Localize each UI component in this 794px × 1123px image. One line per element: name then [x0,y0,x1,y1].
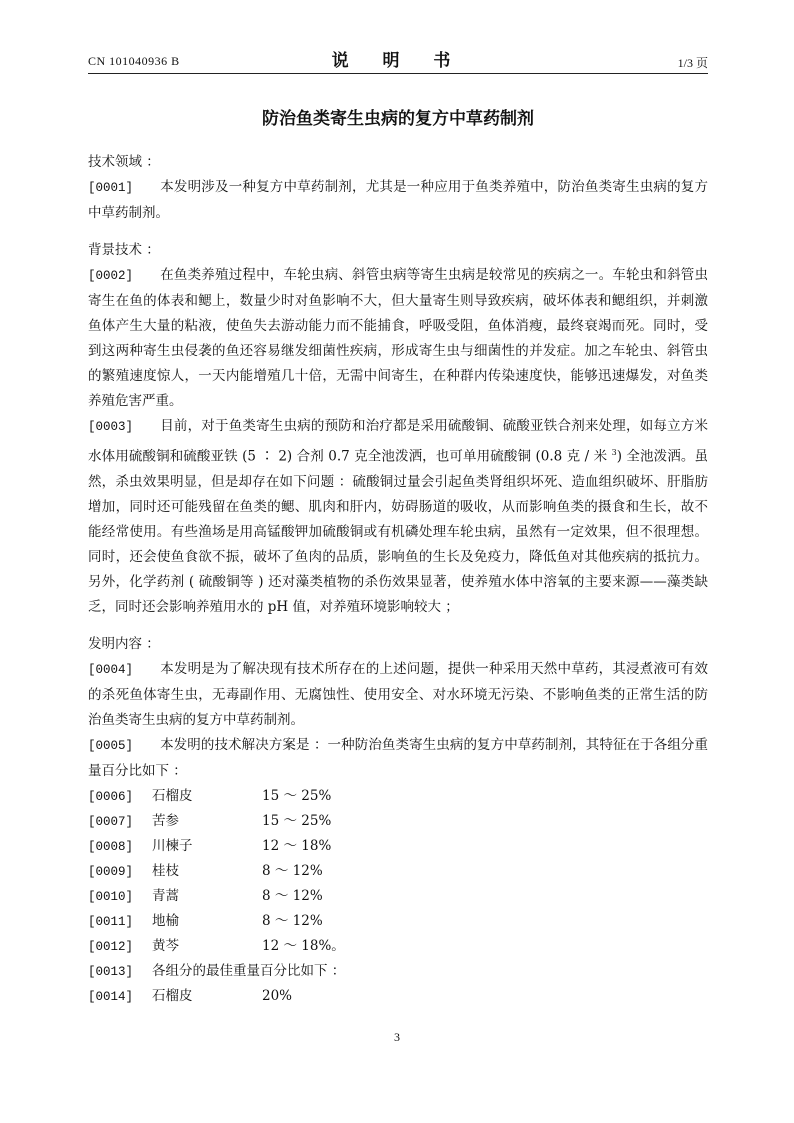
weight-percentage: 12 ～ 18% [262,837,332,854]
document-type: 说 明 书 [331,51,465,71]
composition-row [88,934,708,959]
paragraph-number: [0002] [88,269,134,283]
paragraph-text: 各组分的最佳重量百分比如下 ： [152,962,346,979]
paragraph [88,414,708,620]
paragraph [88,263,708,414]
paragraph-number: [0012] [88,939,134,954]
paragraph [88,733,708,784]
paragraph-number: [0014] [88,989,134,1004]
page-header [88,44,708,72]
paragraph-number: [0007] [88,814,134,829]
section-heading: 发明内容 ： [88,635,160,652]
paragraph-number: [0003] [88,420,134,434]
document-id: CN 101040936 B [88,54,180,68]
paragraph-number: [0009] [88,864,134,879]
herb-name: 苦参 [152,812,179,829]
herb-name: 黄芩 [152,937,179,954]
composition-row [88,959,708,984]
document-body [88,150,708,1021]
weight-percentage: 20% [262,987,293,1004]
paragraph-number: [0005] [88,738,134,753]
paragraph-text: 在鱼类养殖过程中，车轮虫病、斜管虫病等寄生虫病是较常见的疾病之一。车轮虫和斜管虫寄生在鱼的体表和鳃上，数量少时对鱼影响不大，但大量寄生则导致疾病，破坏体表和鳃组织，并刺激鱼体产生大量的粘液，使鱼失去游动能力而不能捕食，呼吸受阻，鱼体消瘦，最终衰竭而死。同时，受到这两种寄生虫侵袭的鱼还容易继发细菌性疾病，形成寄生虫与细菌性的并发症。加之车轮虫、斜管虫的繁殖速度惊人，一天内能增殖几十倍，无需中间寄生，在种群内传染速度快，能够迅速爆发，对鱼类养殖危害严重。 [88,267,708,409]
paragraph [88,175,708,226]
composition-row [88,809,708,834]
page-indicator: 1/3 页 [677,56,708,70]
paragraph-text: 本发明涉及一种复方中草药制剂，尤其是一种应用于鱼类养殖中，防治鱼类寄生虫病的复方中草药制剂。 [88,179,708,221]
paragraph-number: [0004] [88,662,134,677]
weight-percentage: 8 ～ 12% [262,912,323,929]
herb-name: 青蒿 [152,887,179,904]
composition-row [88,909,708,934]
paragraph-number: [0008] [88,839,134,854]
paragraph-text: 本发明的技术解决方案是 ：一种防治鱼类寄生虫病的复方中草药制剂，其特征在于各组分重量百分比如下 ： [88,736,708,779]
paragraph-number: [0011] [88,914,134,929]
section-background [88,238,708,620]
herb-name: 桂枝 [152,862,179,879]
section-technical-field [88,150,708,226]
weight-percentage: 8 ～ 12% [262,887,323,904]
herb-name: 石榴皮 [152,987,193,1004]
weight-percentage: 15 ～ 25% [262,812,332,829]
paragraph-number: [0013] [88,964,134,979]
superscript: 3 [611,448,617,457]
weight-percentage: 15 ～ 25% [262,787,332,804]
composition-row [88,984,708,1009]
paragraph-number: [0010] [88,889,134,904]
composition-row [88,834,708,859]
weight-percentage: 8 ～ 12% [262,862,323,879]
document-title: 防治鱼类寄生虫病的复方中草药制剂 [262,109,534,129]
herb-name: 石榴皮 [152,787,193,804]
section-heading: 背景技术 ： [88,242,160,258]
header-divider [88,73,708,74]
section-heading: 技术领域 ： [88,154,160,170]
paragraph-number: [0001] [88,181,134,195]
paragraph-text: 本发明是为了解决现有技术所存在的上述问题，提供一种采用天然中草药，其浸煮液可有效的杀死鱼体寄生虫，无毒副作用、无腐蚀性、使用安全、对水环境无污染、不影响鱼类的正常生活的防治鱼类寄生虫病的复方中草药制剂。 [88,660,708,728]
paragraph-text: 目前，对于鱼类寄生虫病的预防和治疗都是采用硫酸铜、硫酸亚铁合剂来处理，如每立方米水体用硫酸铜和硫酸亚铁 (5 ∶ 2) 合剂 0.7 克全池泼洒，也可单用硫酸铜 (0.8 克 / 米 [88,418,708,465]
composition-row [88,884,708,909]
section-invention-content [88,632,708,1009]
composition-row [88,859,708,884]
page-number: 3 [394,1030,400,1044]
paragraph-text-continued: ) 全池泼洒。虽然，杀虫效果明显，但是却存在如下问题 ：硫酸铜过量会引起鱼类肾组织坏死、造血组织破坏、肝脂肪增加，同时还可能残留在鱼类的鳃、肌肉和肝内，妨碍肠道的吸收，从而影响鱼类的摄食和生长，故不能经常使用。有些渔场是用高锰酸钾加硫酸铜或有机磷处理车轮虫病，虽然有一定效果，但不很理想。同时，还会使鱼食欲不振，破坏了鱼肉的品质，影响鱼的生长及免疫力，降低鱼对其他疾病的抵抗力。另外，化学药剂 ( 硫酸铜等 ) 还对藻类植物的杀伤效果显著，使养殖水体中溶氧的主要来源——藻类缺乏，同时还会影响养殖用水的 pH 值，对养殖环境影响较大 ； [88,448,708,615]
paragraph [88,657,708,733]
weight-percentage: 12 ～ 18%。 [262,937,345,954]
paragraph-number: [0006] [88,789,134,804]
composition-row [88,784,708,809]
herb-name: 川楝子 [152,837,193,854]
herb-name: 地榆 [152,912,179,929]
